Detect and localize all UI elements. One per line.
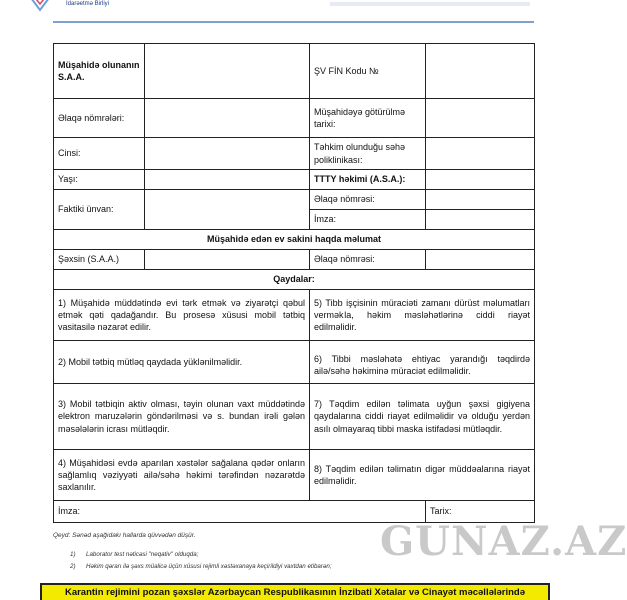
header-rule	[53, 21, 534, 23]
cohabitant-person-field[interactable]	[145, 250, 310, 270]
gender-label: Cinsi:	[54, 138, 145, 170]
doctor-signature-label: İmza:	[310, 210, 426, 230]
rule-1: 1) Müşahidə müddətində evi tərk etmək və ziyarətçi qəbul etmək qəti qadağandır. Bu prosesə xüsusi mobil tətbiq vasitasilə nəzarət edilir.	[54, 290, 310, 341]
doctor-phone-label: Əlaqə nömrəsi:	[310, 190, 426, 210]
doctor-signature-field[interactable]	[426, 210, 535, 230]
footnote-item-1	[70, 551, 198, 558]
age-field[interactable]	[145, 170, 310, 190]
phone-label: Əlaqə nömrələri:	[54, 99, 145, 138]
clinic-field[interactable]	[426, 138, 535, 170]
header-faded-text	[330, 2, 530, 6]
site-watermark: GUNAZ.AZ	[380, 518, 627, 565]
org-subtitle: İdarəetmə Birliyi	[66, 1, 110, 7]
rules-title: Qaydalar:	[54, 270, 535, 290]
document-header	[0, 0, 591, 26]
address-label: Faktiki ünvan:	[54, 190, 145, 230]
date-label-bottom: Tarix:	[430, 506, 452, 517]
cohabitant-person-label: Şəxsin (S.A.A.)	[54, 250, 145, 270]
doctor-field[interactable]	[426, 170, 535, 190]
rule-8: 8) Təqdim edilən təlimatın digər müddəalarına riayət edilməlidir.	[310, 450, 535, 501]
doctor-label: TTTY həkimi (A.S.A.):	[310, 170, 426, 190]
warning-banner	[40, 583, 550, 600]
footnote-item-2	[70, 563, 332, 570]
doctor-phone-field[interactable]	[426, 190, 535, 210]
warning-banner-text: Karantin rejimini pozan şəxslər Azərbaycan Respublikasının İnzibati Xətalar və Cinayət məcəllələrində	[64, 587, 526, 598]
cohabitant-section-title: Müşahidə edən ev sakini haqda məlumat	[54, 230, 535, 250]
address-field[interactable]	[145, 190, 310, 230]
footnote-item-text: Laborator test nəticəsi "neqativ" olduqda;	[86, 551, 199, 558]
date-field[interactable]	[426, 99, 535, 138]
fin-field[interactable]	[426, 44, 535, 99]
phone-field[interactable]	[145, 99, 310, 138]
rule-2: 2) Mobil tətbiq mütləq qaydada yüklənilməlidir.	[54, 341, 310, 384]
rule-3: 3) Mobil tətbiqin aktiv olması, təyin olunan vaxt müddətində elektron maruzələrin göndərilməsi və s. bundan irəli gələn məsələlərin icrası mütləqdir.	[54, 384, 310, 450]
footnote-item-number: 2)	[70, 563, 76, 570]
name-field[interactable]	[145, 44, 310, 99]
footnote-intro: Qeyd: Sənəd aşağıdakı hallarda qüvvədən düşür.	[53, 532, 196, 539]
cohabitant-phone-label: Əlaqə nömrəsi:	[310, 250, 426, 270]
rule-7: 7) Təqdim edilən təlimata uyğun şəxsi gigiyena qaydalarına ciddi riayət edilməlidir və olduğu yerdən asılı olmayaraq tibbi maska istifadəsi mütləqdir.	[310, 384, 535, 450]
fin-label: ŞV FİN Kodu №	[310, 44, 426, 99]
name-label: Müşahidə olunanın S.A.A.	[54, 44, 145, 99]
cohabitant-phone-field[interactable]	[426, 250, 535, 270]
observation-form	[53, 43, 535, 523]
rule-5: 5) Tibb işçisinin müraciəti zamanı dürüst məlumatları vermək la, həkim məsləhətlərinə ciddi riayət edilməlidir.	[310, 290, 535, 341]
footnote-item-number: 1)	[70, 551, 76, 558]
gender-field[interactable]	[145, 138, 310, 170]
signature-label: İmza:	[58, 506, 81, 517]
date-label: Müşahidəyə götürülmə tarixi:	[310, 99, 426, 138]
clinic-label: Təhkim olunduğu səhə poliklinikası:	[310, 138, 426, 170]
rule-4: 4) Müşahidəsi evdə aparılan xəstələr sağalana qədər onların sağlamlıq vəziyyəti ailə/səhə həkimi tərəfindən nəzarətdə saxlanılır.	[54, 450, 310, 501]
age-label: Yaşı:	[54, 170, 145, 190]
star-logo-icon	[24, 0, 56, 12]
rule-6: 6) Tibbi məsləhətə ehtiyac yarandığı təqdirdə ailə/səhə həkiminə müraciət edilməlidir.	[310, 341, 535, 384]
footnote-item-text: Həkim qərarı ilə şəxs müalicə üçün xüsusi rejimli xəstəxanaya keçirildiyi vaxtdan etibarən;	[86, 563, 332, 570]
signature-cell[interactable]	[54, 501, 426, 523]
